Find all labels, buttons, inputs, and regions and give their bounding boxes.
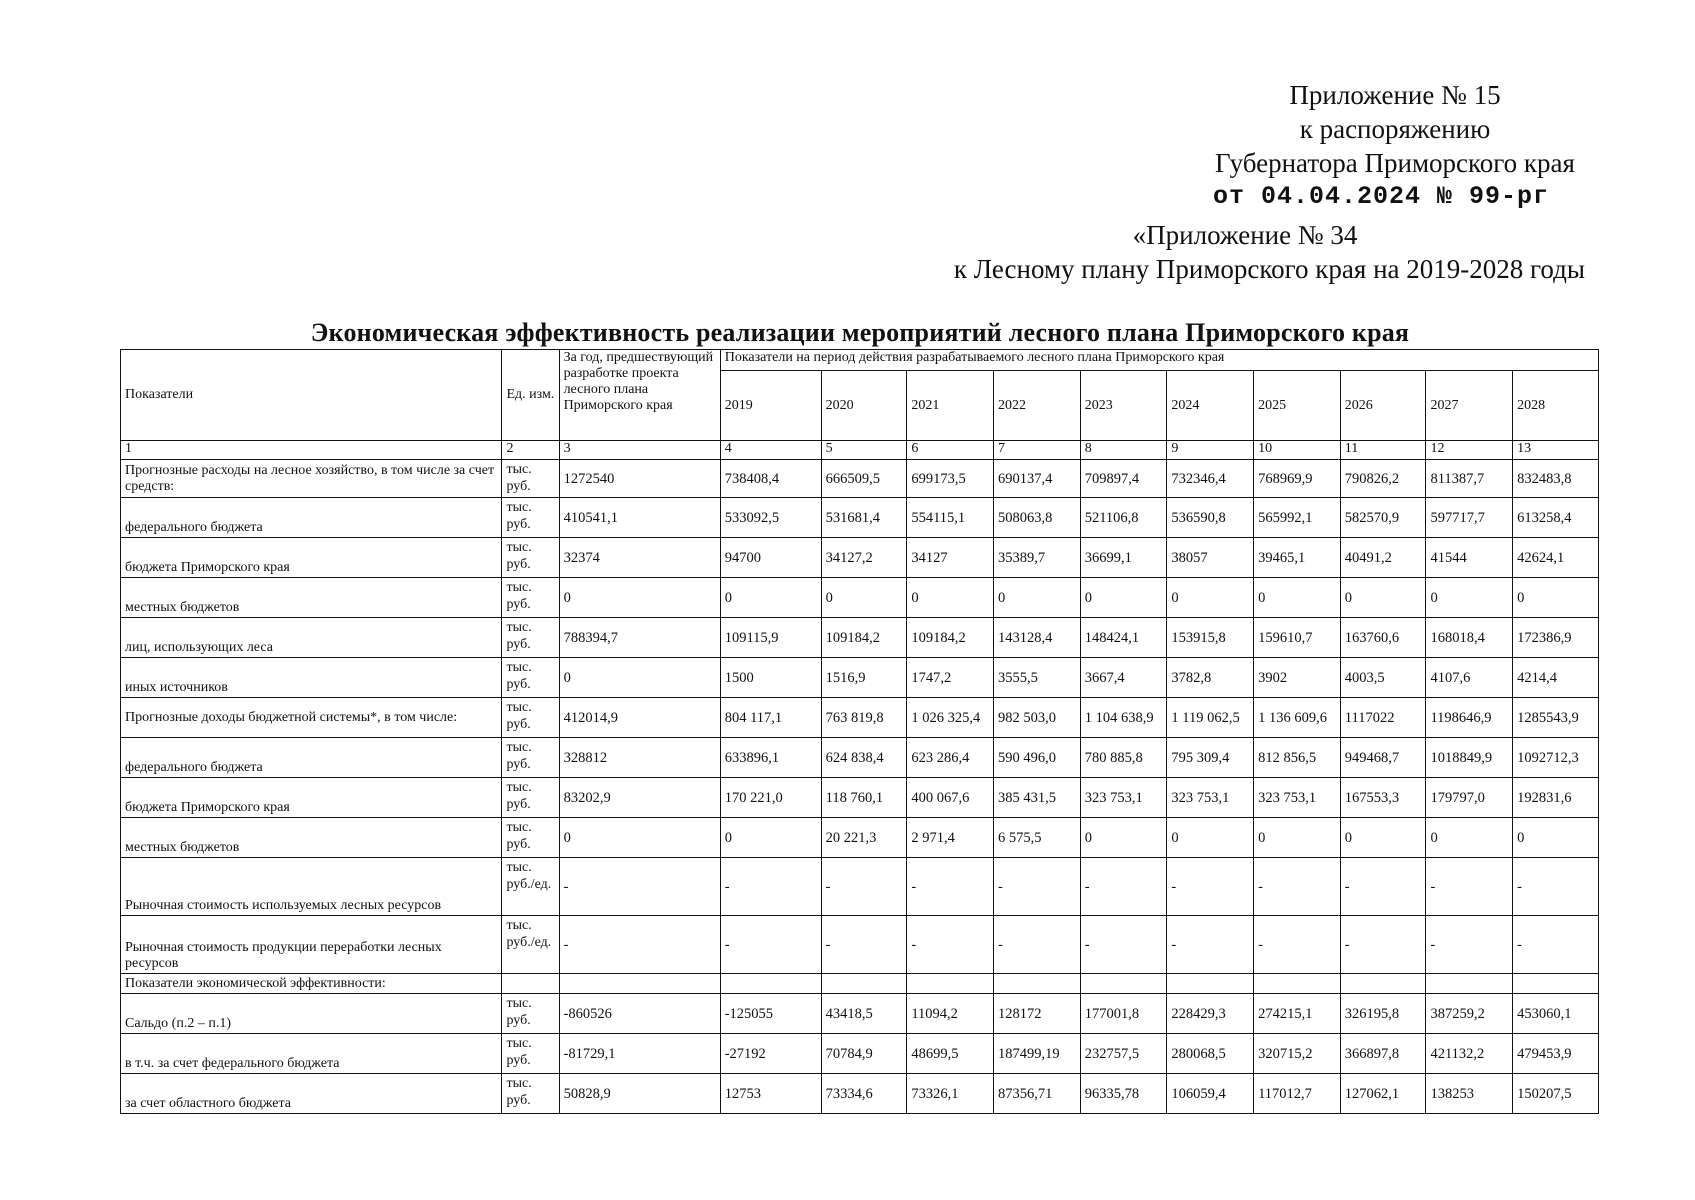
value-cell: 554115,1 [907, 498, 994, 538]
value-cell: 320715,2 [1254, 1034, 1341, 1074]
value-cell: 128172 [994, 994, 1081, 1034]
value-cell: 118 760,1 [821, 778, 907, 818]
value-cell: 50828,9 [559, 1074, 720, 1114]
table-row [121, 858, 1599, 916]
value-cell: - [994, 916, 1081, 974]
value-cell: 12753 [720, 1074, 821, 1114]
value-cell: - [1080, 858, 1167, 916]
value-cell: 328812 [559, 738, 720, 778]
row-unit [502, 974, 559, 994]
value-cell: 280068,5 [1167, 1034, 1254, 1074]
value-cell: 531681,4 [821, 498, 907, 538]
column-index-cell: 4 [720, 441, 821, 460]
value-cell: 6 575,5 [994, 818, 1081, 858]
value-cell: 163760,6 [1340, 618, 1426, 658]
value-cell: 0 [559, 578, 720, 618]
value-cell: 179797,0 [1426, 778, 1513, 818]
value-cell: 323 753,1 [1080, 778, 1167, 818]
table-row [121, 778, 1599, 818]
row-unit: тыс. руб. [502, 658, 559, 698]
value-cell: 788394,7 [559, 618, 720, 658]
value-cell: 613258,4 [1513, 498, 1599, 538]
value-cell: 0 [720, 818, 821, 858]
row-label: местных бюджетов [121, 818, 502, 858]
page-title: Экономическая эффективность реализации мероприятий лесного плана Приморского края [310, 318, 1410, 347]
row-label: Рыночная стоимость продукции переработки лесных ресурсов [121, 916, 502, 974]
value-cell: -860526 [559, 994, 720, 1034]
value-cell: 453060,1 [1513, 994, 1599, 1034]
row-label: Прогнозные расходы на лесное хозяйство, в том числе за счет средств: [121, 460, 502, 498]
value-cell: -81729,1 [559, 1034, 720, 1074]
value-cell: 106059,4 [1167, 1074, 1254, 1114]
value-cell: 0 [1513, 578, 1599, 618]
row-unit: тыс. руб. [502, 778, 559, 818]
value-cell: 763 819,8 [821, 698, 907, 738]
value-cell: - [1426, 858, 1513, 916]
value-cell: - [1167, 916, 1254, 974]
value-cell: 0 [821, 578, 907, 618]
value-cell [1340, 974, 1426, 994]
value-cell: 4214,4 [1513, 658, 1599, 698]
table-row [121, 994, 1599, 1034]
row-unit: тыс. руб. [502, 818, 559, 858]
value-cell: 40491,2 [1340, 538, 1426, 578]
value-cell: 323 753,1 [1167, 778, 1254, 818]
value-cell: 795 309,4 [1167, 738, 1254, 778]
value-cell: - [720, 916, 821, 974]
value-cell: - [994, 858, 1081, 916]
value-cell: 0 [1167, 578, 1254, 618]
year-header: 2026 [1340, 371, 1426, 441]
table-row [121, 498, 1599, 538]
table-row [121, 738, 1599, 778]
value-cell: 366897,8 [1340, 1034, 1426, 1074]
row-label: в т.ч. за счет федерального бюджета [121, 1034, 502, 1074]
value-cell: 1092712,3 [1513, 738, 1599, 778]
quoted-appendix-number: «Приложение № 34 [1132, 220, 1358, 250]
value-cell: 48699,5 [907, 1034, 994, 1074]
value-cell: 3782,8 [1167, 658, 1254, 698]
value-cell: 412014,9 [559, 698, 720, 738]
value-cell: 32374 [559, 538, 720, 578]
value-cell: - [1513, 916, 1599, 974]
column-index-cell: 11 [1340, 441, 1426, 460]
row-label: Рыночная стоимость используемых лесных ресурсов [121, 858, 502, 916]
column-index-cell: 12 [1426, 441, 1513, 460]
row-unit: тыс. руб./ед. [502, 858, 559, 916]
value-cell: 0 [1080, 578, 1167, 618]
year-header: 2020 [821, 371, 907, 441]
year-header: 2019 [720, 371, 821, 441]
table-row [121, 618, 1599, 658]
value-cell: - [1513, 858, 1599, 916]
value-cell: - [720, 858, 821, 916]
value-cell: 0 [1513, 818, 1599, 858]
value-cell: 624 838,4 [821, 738, 907, 778]
governor-line: Губернатора Приморского края [1215, 148, 1575, 178]
value-cell: 34127 [907, 538, 994, 578]
value-cell: 153915,8 [1167, 618, 1254, 658]
row-label: за счет областного бюджета [121, 1074, 502, 1114]
column-index-cell: 10 [1254, 441, 1341, 460]
value-cell: 804 117,1 [720, 698, 821, 738]
row-label: местных бюджетов [121, 578, 502, 618]
value-cell: 323 753,1 [1254, 778, 1341, 818]
value-cell: - [821, 916, 907, 974]
value-cell: 690137,4 [994, 460, 1081, 498]
value-cell: 148424,1 [1080, 618, 1167, 658]
row-unit: тыс. руб. [502, 738, 559, 778]
row-unit: тыс. руб. [502, 538, 559, 578]
value-cell: 39465,1 [1254, 538, 1341, 578]
appendix-header [1205, 78, 1585, 214]
value-cell: 0 [1426, 578, 1513, 618]
value-cell: 228429,3 [1167, 994, 1254, 1034]
value-cell: 87356,71 [994, 1074, 1081, 1114]
table-row [121, 460, 1599, 498]
column-index-cell: 9 [1167, 441, 1254, 460]
column-index-cell: 6 [907, 441, 994, 460]
value-cell: 1272540 [559, 460, 720, 498]
value-cell: 1500 [720, 658, 821, 698]
year-header: 2027 [1426, 371, 1513, 441]
value-cell: 109115,9 [720, 618, 821, 658]
value-cell: - [1340, 858, 1426, 916]
value-cell: 0 [1167, 818, 1254, 858]
table-row [121, 818, 1599, 858]
value-cell: - [1254, 916, 1341, 974]
value-cell: 0 [1340, 578, 1426, 618]
value-cell: 1117022 [1340, 698, 1426, 738]
year-header: 2022 [994, 371, 1081, 441]
value-cell: 4107,6 [1426, 658, 1513, 698]
column-index-cell: 13 [1513, 441, 1599, 460]
column-index-cell: 1 [121, 441, 502, 460]
value-cell: 982 503,0 [994, 698, 1081, 738]
value-cell: 167553,3 [1340, 778, 1426, 818]
value-cell: 780 885,8 [1080, 738, 1167, 778]
forest-plan-line: к Лесному плану Приморского края на 2019-2028 годы [953, 254, 1585, 284]
row-label: Показатели экономической эффективности: [121, 974, 502, 994]
value-cell: 117012,7 [1254, 1074, 1341, 1114]
table-row [121, 1034, 1599, 1074]
value-cell: 0 [559, 818, 720, 858]
value-cell: 41544 [1426, 538, 1513, 578]
row-label: федерального бюджета [121, 738, 502, 778]
value-cell [821, 974, 907, 994]
value-cell: -27192 [720, 1034, 821, 1074]
value-cell: 738408,4 [720, 460, 821, 498]
value-cell: 150207,5 [1513, 1074, 1599, 1114]
value-cell: 170 221,0 [720, 778, 821, 818]
value-cell: 633896,1 [720, 738, 821, 778]
value-cell: 168018,4 [1426, 618, 1513, 658]
value-cell: 138253 [1426, 1074, 1513, 1114]
value-cell: 1516,9 [821, 658, 907, 698]
value-cell: 0 [1254, 818, 1341, 858]
value-cell: 590 496,0 [994, 738, 1081, 778]
value-cell: 2 971,4 [907, 818, 994, 858]
year-header: 2024 [1167, 371, 1254, 441]
value-cell: 1 026 325,4 [907, 698, 994, 738]
value-cell: 1285543,9 [1513, 698, 1599, 738]
row-unit: тыс. руб. [502, 698, 559, 738]
value-cell: 20 221,3 [821, 818, 907, 858]
period-header: Показатели на период действия разрабатываемого лесного плана Приморского края [720, 350, 1598, 371]
column-index-cell: 7 [994, 441, 1081, 460]
row-label: лиц, использующих леса [121, 618, 502, 658]
column-index-cell: 2 [502, 441, 559, 460]
value-cell: 96335,78 [1080, 1074, 1167, 1114]
value-cell: 385 431,5 [994, 778, 1081, 818]
value-cell: 709897,4 [1080, 460, 1167, 498]
value-cell: 623 286,4 [907, 738, 994, 778]
value-cell: 536590,8 [1167, 498, 1254, 538]
value-cell: 597717,7 [1426, 498, 1513, 538]
value-cell: - [1167, 858, 1254, 916]
row-unit: тыс. руб. [502, 994, 559, 1034]
value-cell [1167, 974, 1254, 994]
table-row [121, 658, 1599, 698]
value-cell: 3902 [1254, 658, 1341, 698]
unit-header: Ед. изм. [502, 350, 559, 441]
value-cell: 949468,7 [1340, 738, 1426, 778]
value-cell: 1 104 638,9 [1080, 698, 1167, 738]
value-cell: 94700 [720, 538, 821, 578]
efficiency-table [120, 349, 1599, 1114]
row-unit: тыс. руб. [502, 460, 559, 498]
value-cell: 192831,6 [1513, 778, 1599, 818]
row-unit: тыс. руб. [502, 578, 559, 618]
value-cell: 508063,8 [994, 498, 1081, 538]
year-header: 2021 [907, 371, 994, 441]
value-cell: 326195,8 [1340, 994, 1426, 1034]
value-cell: 0 [1080, 818, 1167, 858]
value-cell: 70784,9 [821, 1034, 907, 1074]
row-unit: тыс. руб. [502, 498, 559, 538]
value-cell: 0 [559, 658, 720, 698]
row-label: иных источников [121, 658, 502, 698]
value-cell: 732346,4 [1167, 460, 1254, 498]
row-label: Прогнозные доходы бюджетной системы*, в том числе: [121, 698, 502, 738]
value-cell [1080, 974, 1167, 994]
value-cell [559, 974, 720, 994]
year-header: 2028 [1513, 371, 1599, 441]
table-row [121, 1074, 1599, 1114]
value-cell: 410541,1 [559, 498, 720, 538]
column-index-cell: 8 [1080, 441, 1167, 460]
value-cell: - [1426, 916, 1513, 974]
value-cell: 73334,6 [821, 1074, 907, 1114]
row-unit: тыс. руб. [502, 618, 559, 658]
value-cell [1254, 974, 1341, 994]
value-cell: 36699,1 [1080, 538, 1167, 578]
value-cell: 0 [1340, 818, 1426, 858]
value-cell: 811387,7 [1426, 460, 1513, 498]
value-cell: 666509,5 [821, 460, 907, 498]
table-row [121, 538, 1599, 578]
value-cell: 1 136 609,6 [1254, 698, 1341, 738]
value-cell: 768969,9 [1254, 460, 1341, 498]
value-cell: 1018849,9 [1426, 738, 1513, 778]
value-cell: - [559, 858, 720, 916]
value-cell: 4003,5 [1340, 658, 1426, 698]
value-cell: 11094,2 [907, 994, 994, 1034]
value-cell: 172386,9 [1513, 618, 1599, 658]
value-cell: 274215,1 [1254, 994, 1341, 1034]
value-cell: 35389,7 [994, 538, 1081, 578]
value-cell: 699173,5 [907, 460, 994, 498]
year-header: 2023 [1080, 371, 1167, 441]
value-cell: - [1340, 916, 1426, 974]
value-cell: 1747,2 [907, 658, 994, 698]
forest-plan-header [905, 218, 1585, 286]
value-cell: - [1080, 916, 1167, 974]
indicators-header: Показатели [121, 350, 502, 441]
value-cell [994, 974, 1081, 994]
row-label: бюджета Приморского края [121, 538, 502, 578]
value-cell: 177001,8 [1080, 994, 1167, 1034]
value-cell: 187499,19 [994, 1034, 1081, 1074]
appendix-number: Приложение № 15 [1289, 80, 1501, 110]
value-cell: - [821, 858, 907, 916]
value-cell: 0 [1254, 578, 1341, 618]
value-cell: 109184,2 [821, 618, 907, 658]
value-cell: 34127,2 [821, 538, 907, 578]
prev-year-header: За год, предшествующий разработке проекта лесного плана Приморского края [559, 350, 720, 441]
value-cell: -125055 [720, 994, 821, 1034]
column-index-row [121, 441, 1599, 460]
column-index-cell: 3 [559, 441, 720, 460]
to-order-line: к распоряжению [1299, 114, 1491, 144]
value-cell: 83202,9 [559, 778, 720, 818]
value-cell: 3555,5 [994, 658, 1081, 698]
value-cell: - [907, 858, 994, 916]
value-cell [720, 974, 821, 994]
row-unit: тыс. руб./ед. [502, 916, 559, 974]
value-cell: 232757,5 [1080, 1034, 1167, 1074]
value-cell: 143128,4 [994, 618, 1081, 658]
value-cell: 533092,5 [720, 498, 821, 538]
value-cell: 109184,2 [907, 618, 994, 658]
value-cell: 38057 [1167, 538, 1254, 578]
value-cell: 1 119 062,5 [1167, 698, 1254, 738]
row-label: Сальдо (п.2 – п.1) [121, 994, 502, 1034]
value-cell: 790826,2 [1340, 460, 1426, 498]
value-cell: 127062,1 [1340, 1074, 1426, 1114]
value-cell: 565992,1 [1254, 498, 1341, 538]
value-cell: 0 [994, 578, 1081, 618]
value-cell: 387259,2 [1426, 994, 1513, 1034]
value-cell: 400 067,6 [907, 778, 994, 818]
row-label: бюджета Приморского края [121, 778, 502, 818]
value-cell [907, 974, 994, 994]
row-unit: тыс. руб. [502, 1034, 559, 1074]
value-cell [1426, 974, 1513, 994]
year-header: 2025 [1254, 371, 1341, 441]
value-cell: 42624,1 [1513, 538, 1599, 578]
value-cell: 479453,9 [1513, 1034, 1599, 1074]
row-label: федерального бюджета [121, 498, 502, 538]
value-cell: 812 856,5 [1254, 738, 1341, 778]
value-cell: 582570,9 [1340, 498, 1426, 538]
value-cell: 0 [720, 578, 821, 618]
value-cell [1513, 974, 1599, 994]
value-cell: 3667,4 [1080, 658, 1167, 698]
value-cell: - [1254, 858, 1341, 916]
table-row [121, 974, 1599, 994]
value-cell: 832483,8 [1513, 460, 1599, 498]
value-cell: 0 [1426, 818, 1513, 858]
value-cell: 0 [907, 578, 994, 618]
column-index-cell: 5 [821, 441, 907, 460]
table-row [121, 916, 1599, 974]
value-cell: 43418,5 [821, 994, 907, 1034]
value-cell: 521106,8 [1080, 498, 1167, 538]
table-row [121, 698, 1599, 738]
value-cell: 159610,7 [1254, 618, 1341, 658]
value-cell: - [559, 916, 720, 974]
value-cell: - [907, 916, 994, 974]
value-cell: 73326,1 [907, 1074, 994, 1114]
row-unit: тыс. руб. [502, 1074, 559, 1114]
value-cell: 421132,2 [1426, 1034, 1513, 1074]
value-cell: 1198646,9 [1426, 698, 1513, 738]
table-body [121, 460, 1599, 1114]
table-row [121, 578, 1599, 618]
order-date-stamp: от 04.04.2024 № 99-рг [1213, 182, 1550, 211]
